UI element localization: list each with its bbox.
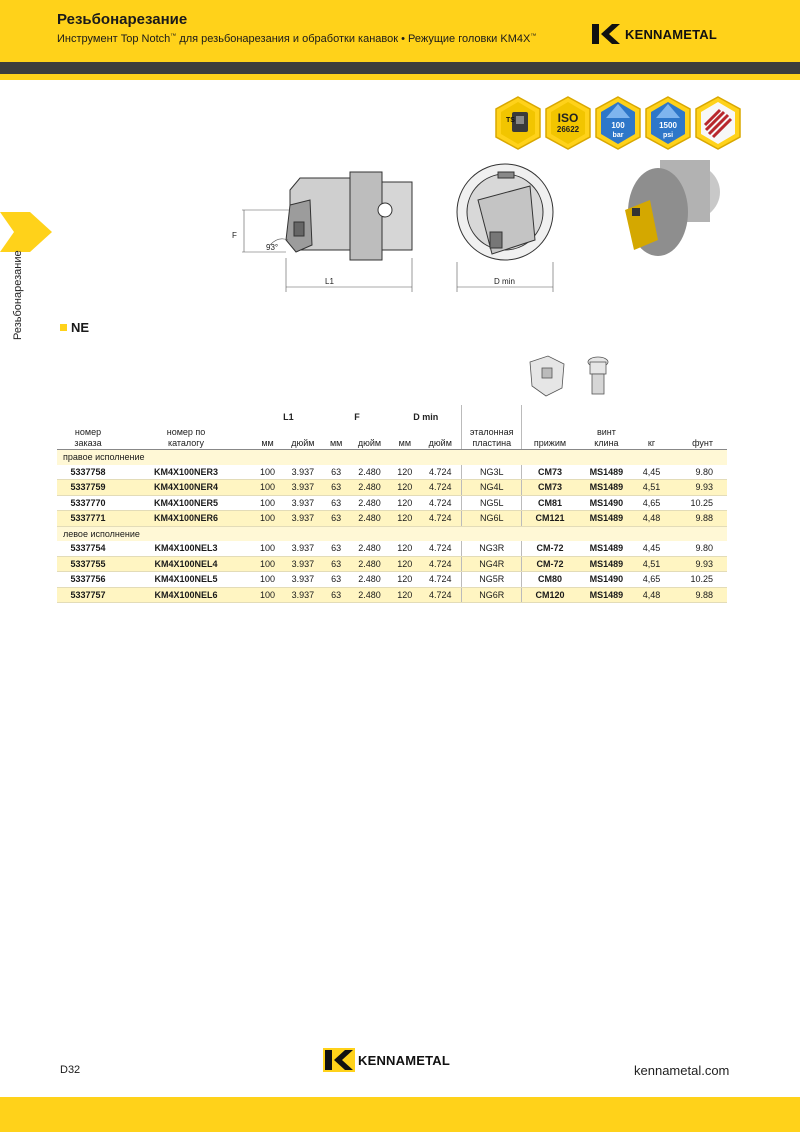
table-section-row	[57, 450, 727, 465]
cell-lb: 9.88	[668, 587, 727, 603]
cell-insert: NG6L	[462, 511, 522, 527]
cell-order-no: 5337770	[57, 495, 119, 511]
cell-f-inch: 2.480	[349, 465, 391, 480]
header-logo	[590, 22, 717, 46]
technical-drawings	[230, 150, 730, 300]
cell-clamp: CM120	[522, 587, 578, 603]
table-row	[57, 556, 727, 572]
side-view-drawing	[286, 172, 412, 260]
cell-l1-mm: 100	[253, 495, 282, 511]
header-dmin-inch: дюйм	[419, 423, 461, 450]
cell-catalog-no: KM4X100NER6	[119, 511, 253, 527]
cell-kg: 4,48	[635, 511, 668, 527]
part-icons	[528, 354, 648, 404]
subtitle-tm2: ™	[530, 33, 537, 40]
cell-screw: MS1489	[578, 465, 635, 480]
cell-clamp: CM73	[522, 465, 578, 480]
table-group-header-row	[57, 405, 727, 423]
cell-insert: NG5R	[462, 572, 522, 588]
cell-dmin-inch: 4.724	[419, 495, 461, 511]
cell-f-inch: 2.480	[349, 541, 391, 556]
table-row	[57, 480, 727, 496]
coolant-100-label2: bar	[612, 132, 624, 139]
cell-l1-inch: 3.937	[282, 480, 324, 496]
cell-f-inch: 2.480	[349, 480, 391, 496]
cell-dmin-inch: 4.724	[419, 587, 461, 603]
cell-catalog-no: KM4X100NEL5	[119, 572, 253, 588]
cell-insert: NG3R	[462, 541, 522, 556]
cell-dmin-mm: 120	[390, 541, 419, 556]
header-dark-band	[0, 62, 800, 74]
header-insert: эталонная пластина	[462, 423, 522, 450]
table-row	[57, 465, 727, 480]
section-title-text: NE	[71, 320, 90, 335]
cell-dmin-inch: 4.724	[419, 572, 461, 588]
cell-f-inch: 2.480	[349, 495, 391, 511]
header-screw: винт клина	[578, 423, 635, 450]
product-table	[57, 405, 727, 603]
cell-dmin-mm: 120	[390, 480, 419, 496]
header-subtitle	[57, 33, 536, 45]
header-order-no: номер заказа	[57, 423, 119, 450]
cell-insert: NG3L	[462, 465, 522, 480]
cell-f-inch: 2.480	[349, 556, 391, 572]
cell-l1-mm: 100	[253, 541, 282, 556]
cell-l1-inch: 3.937	[282, 541, 324, 556]
table-row	[57, 511, 727, 527]
cell-f-mm: 63	[324, 541, 349, 556]
cell-lb: 9.93	[668, 556, 727, 572]
side-tab-chevron-icon	[0, 212, 52, 252]
clamp-part-icon	[530, 356, 564, 396]
cell-insert: NG5L	[462, 495, 522, 511]
cell-l1-mm: 100	[253, 587, 282, 603]
cell-screw: MS1489	[578, 556, 635, 572]
cell-order-no: 5337758	[57, 465, 119, 480]
cell-insert: NG4L	[462, 480, 522, 496]
header-catalog-no: номер по каталогу	[119, 423, 253, 450]
cell-dmin-mm: 120	[390, 465, 419, 480]
cell-f-inch: 2.480	[349, 572, 391, 588]
cell-screw: MS1490	[578, 572, 635, 588]
cell-kg: 4,45	[635, 541, 668, 556]
front-view-drawing	[457, 164, 553, 260]
header-title: Резьбонарезание	[57, 11, 188, 28]
cell-dmin-mm: 120	[390, 572, 419, 588]
section-label: правое исполнение	[57, 450, 727, 465]
cell-f-mm: 63	[324, 556, 349, 572]
cell-kg: 4,48	[635, 587, 668, 603]
cell-insert: NG6R	[462, 587, 522, 603]
cell-kg: 4,51	[635, 480, 668, 496]
cell-order-no: 5337755	[57, 556, 119, 572]
header-clamp: прижим	[522, 423, 578, 450]
cell-catalog-no: KM4X100NER4	[119, 480, 253, 496]
cell-screw: MS1489	[578, 541, 635, 556]
coolant-100-label1: 100	[611, 121, 625, 130]
cell-catalog-no: KM4X100NEL6	[119, 587, 253, 603]
dim-label-l1: L1	[325, 277, 334, 286]
cell-dmin-inch: 4.724	[419, 511, 461, 527]
ts-icon	[494, 96, 542, 150]
dim-label-f: F	[232, 231, 237, 240]
cell-l1-inch: 3.937	[282, 495, 324, 511]
header-kg: кг	[635, 423, 668, 450]
cell-order-no: 5337754	[57, 541, 119, 556]
cell-l1-mm: 100	[253, 556, 282, 572]
table-row	[57, 541, 727, 556]
cell-dmin-inch: 4.724	[419, 556, 461, 572]
header-lb: фунт	[668, 423, 727, 450]
cell-l1-mm: 100	[253, 511, 282, 527]
iso-icon	[544, 96, 592, 150]
cell-l1-mm: 100	[253, 465, 282, 480]
screw-part-icon	[588, 357, 608, 394]
header-dmin-mm: мм	[390, 423, 419, 450]
cell-dmin-inch: 4.724	[419, 465, 461, 480]
thread-icon	[694, 96, 742, 150]
header-l1-inch: дюйм	[282, 423, 324, 450]
cell-f-mm: 63	[324, 480, 349, 496]
section-label: левое исполнение	[57, 526, 727, 541]
cell-l1-inch: 3.937	[282, 511, 324, 527]
dim-label-dmin: D min	[494, 277, 515, 286]
cell-lb: 10.25	[668, 572, 727, 588]
cell-kg: 4,45	[635, 465, 668, 480]
coolant-1500-label2: psi	[662, 132, 674, 139]
cell-lb: 9.80	[668, 541, 727, 556]
header-logo-word: KENNAMETAL	[625, 26, 718, 42]
section-title	[60, 320, 89, 335]
coolant-100bar-icon	[594, 96, 642, 150]
cell-f-mm: 63	[324, 587, 349, 603]
subtitle-part1: Инструмент Top Notch	[57, 33, 171, 45]
cell-l1-inch: 3.937	[282, 556, 324, 572]
cell-clamp: CM81	[522, 495, 578, 511]
iso-icon-label2: 26622	[556, 125, 580, 134]
cell-catalog-no: KM4X100NER3	[119, 465, 253, 480]
cell-f-mm: 63	[324, 511, 349, 527]
cell-dmin-mm: 120	[390, 495, 419, 511]
cell-lb: 10.25	[668, 495, 727, 511]
group-dmin: D min	[413, 412, 439, 422]
side-section-label: Резьбонарезание	[12, 250, 24, 340]
table-row	[57, 495, 727, 511]
cell-f-mm: 63	[324, 465, 349, 480]
cell-dmin-mm: 120	[390, 587, 419, 603]
cell-kg: 4,51	[635, 556, 668, 572]
cell-l1-mm: 100	[253, 480, 282, 496]
cell-f-mm: 63	[324, 495, 349, 511]
subtitle-tm1: ™	[170, 33, 177, 40]
cell-lb: 9.93	[668, 480, 727, 496]
cell-order-no: 5337757	[57, 587, 119, 603]
cell-catalog-no: KM4X100NEL4	[119, 556, 253, 572]
cell-kg: 4,65	[635, 572, 668, 588]
footer-band	[0, 1097, 800, 1132]
cell-order-no: 5337771	[57, 511, 119, 527]
cell-order-no: 5337756	[57, 572, 119, 588]
cell-lb: 9.88	[668, 511, 727, 527]
cell-order-no: 5337759	[57, 480, 119, 496]
section-bullet-icon	[60, 324, 67, 331]
cell-clamp: CM73	[522, 480, 578, 496]
cell-clamp: CM-72	[522, 541, 578, 556]
feature-icons	[494, 96, 742, 150]
page-header	[0, 0, 800, 62]
cell-screw: MS1489	[578, 511, 635, 527]
cell-l1-inch: 3.937	[282, 587, 324, 603]
cell-f-mm: 63	[324, 572, 349, 588]
cell-f-inch: 2.480	[349, 587, 391, 603]
cell-l1-inch: 3.937	[282, 465, 324, 480]
coolant-1500psi-icon	[644, 96, 692, 150]
table-body	[57, 450, 727, 603]
cell-dmin-inch: 4.724	[419, 541, 461, 556]
cell-screw: MS1489	[578, 587, 635, 603]
table-section-row	[57, 526, 727, 541]
cell-l1-mm: 100	[253, 572, 282, 588]
page-number: D32	[60, 1064, 81, 1076]
table-header-row	[57, 423, 727, 450]
tool-render-image	[625, 160, 720, 256]
header-f-inch: дюйм	[349, 423, 391, 450]
cell-screw: MS1489	[578, 480, 635, 496]
cell-catalog-no: KM4X100NER5	[119, 495, 253, 511]
group-l1: L1	[283, 412, 294, 422]
subtitle-part2: для резьбонарезания и обработки канавок • Режущие головки KM4X	[176, 33, 531, 45]
cell-screw: MS1490	[578, 495, 635, 511]
header-f-mm: мм	[324, 423, 349, 450]
cell-dmin-mm: 120	[390, 511, 419, 527]
header-yellow-stripe	[0, 74, 800, 80]
coolant-1500-label1: 1500	[659, 121, 677, 130]
footer-logo-word: KENNAMETAL	[358, 1052, 451, 1068]
cell-clamp: CM-72	[522, 556, 578, 572]
footer-logo	[323, 1048, 450, 1072]
cell-clamp: CM80	[522, 572, 578, 588]
cell-dmin-inch: 4.724	[419, 480, 461, 496]
cell-lb: 9.80	[668, 465, 727, 480]
footer-url: kennametal.com	[634, 1063, 730, 1078]
table-row	[57, 572, 727, 588]
header-l1-mm: мм	[253, 423, 282, 450]
table-row	[57, 587, 727, 603]
dim-label-angle: 93°	[266, 243, 279, 252]
cell-l1-inch: 3.937	[282, 572, 324, 588]
cell-dmin-mm: 120	[390, 556, 419, 572]
group-f: F	[354, 412, 360, 422]
kennametal-logo-icon	[323, 1048, 355, 1072]
cell-clamp: CM121	[522, 511, 578, 527]
cell-insert: NG4R	[462, 556, 522, 572]
cell-catalog-no: KM4X100NEL3	[119, 541, 253, 556]
kennametal-logo-icon	[590, 22, 622, 46]
ts-icon-label: TS	[506, 117, 515, 124]
cell-f-inch: 2.480	[349, 511, 391, 527]
iso-icon-label1: ISO	[557, 111, 579, 125]
cell-kg: 4,65	[635, 495, 668, 511]
